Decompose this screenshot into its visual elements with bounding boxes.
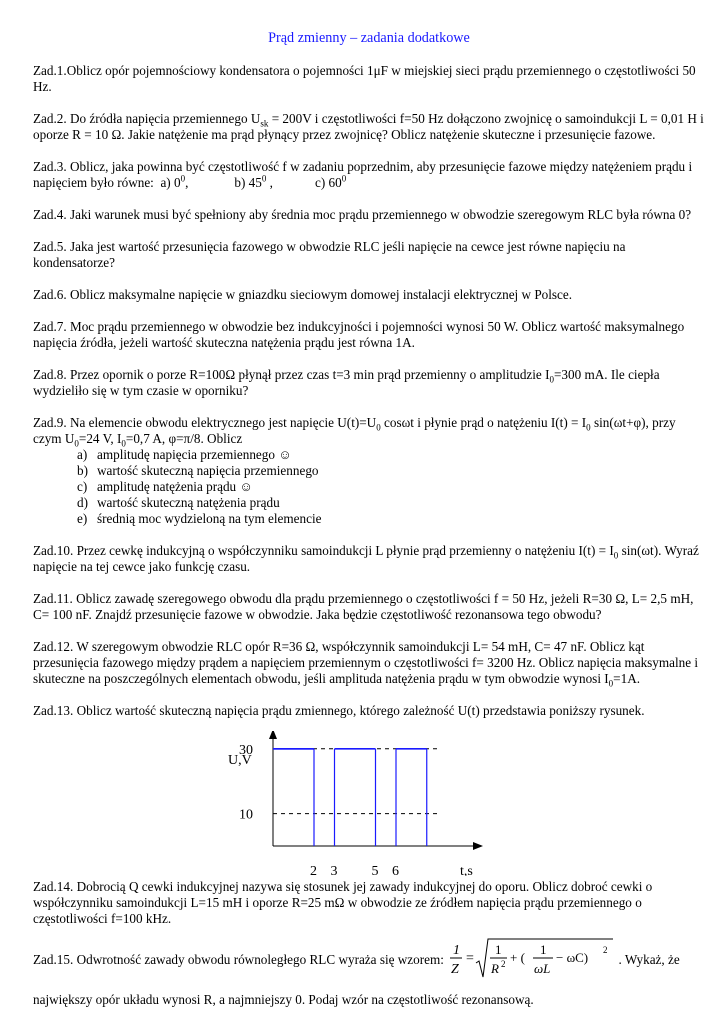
list-item: e) średnią moc wydzieloną na tym elemencie bbox=[77, 511, 322, 526]
list-item: c) amplitudę natężenia prądu ☺ bbox=[77, 479, 253, 494]
list-item: b) wartość skuteczną napięcia przemiennego bbox=[77, 463, 319, 478]
svg-text:1: 1 bbox=[495, 942, 502, 957]
x-tick-label: 3 bbox=[330, 864, 338, 876]
task-1: Zad.1.Oblicz opór pojemnościowy kondensatora o pojemności 1μF w miejskiej sieci prądu przemiennego o częstotliwości 50 Hz. bbox=[33, 63, 696, 94]
task-5: Zad.5. Jaka jest wartość przesunięcia fazowego w obwodzie RLC jeśli napięcie na cewce jest równe napięciu na kondensatorze? bbox=[33, 239, 626, 270]
voltage-chart-svg bbox=[33, 731, 705, 876]
svg-text:− ωC): − ωC) bbox=[556, 950, 589, 965]
svg-text:1: 1 bbox=[540, 942, 547, 957]
svg-text:Z: Z bbox=[451, 962, 459, 977]
svg-text:+ (: + ( bbox=[510, 950, 526, 965]
svg-text:1: 1 bbox=[453, 943, 461, 958]
x-tick-label: 6 bbox=[392, 864, 399, 876]
x-axis-label: t,s bbox=[460, 864, 473, 876]
task-14: Zad.14. Dobrocią Q cewki indukcyjnej nazywa się stosunek jej zawady indukcyjnej do oporu. Oblicz dobroć cewki o współczynniku samoindukcji L=15 mH i oporze R=25 mΩ w obwodzie ze źródłem napięcia prądu przemiennego o częstotliwości f=100 kHz. bbox=[33, 879, 653, 926]
y-tick-label: 10 bbox=[239, 807, 253, 823]
task-6: Zad.6. Oblicz maksymalne napięcie w gniazdku sieciowym domowej instalacji elektrycznej w Polsce. bbox=[33, 287, 573, 302]
list-item: a) amplitudę napięcia przemiennego ☺ bbox=[77, 447, 292, 462]
task-13: Zad.13. Oblicz wartość skuteczną napięcia prądu zmiennego, którego zależność U(t) przedstawia poniższy rysunek. bbox=[33, 703, 645, 718]
voltage-chart bbox=[33, 731, 705, 876]
page-title: Prąd zmienny – zadania dodatkowe bbox=[268, 30, 470, 46]
svg-text:2: 2 bbox=[603, 945, 608, 955]
task-4: Zad.4. Jaki warunek musi być spełniony aby średnia moc prądu przemiennego w obwodzie szeregowym RLC była równa 0? bbox=[33, 207, 692, 222]
task-15: Zad.15. Odwrotność zawady obwodu równoległego RLC wyraża się wzorem: 1 Z = 1 R 2 + ( 1 ωL − ωC) 2 . Wykaż, że największy opór układu wynosi R, a najmniejszy 0. Podaj wzór na częstotliwość rezonansową. bbox=[33, 937, 705, 1008]
task-3: Zad.3. Oblicz, jaka powinna być częstotliwość f w zadaniu poprzednim, aby przesunięcie fazowe między natężeniem prądu i napięciem było równe: a) $0^0$, b) $45^0$ , c) $60^0$ bbox=[33, 159, 693, 190]
x-tick-label: 2 bbox=[310, 864, 317, 876]
document-page bbox=[33, 30, 705, 1008]
x-axis-arrow bbox=[473, 842, 483, 850]
task-9-list bbox=[33, 447, 705, 527]
y-axis-label: U,V bbox=[228, 753, 252, 768]
svg-text:2: 2 bbox=[501, 959, 506, 969]
impedance-formula bbox=[447, 937, 615, 985]
task-10: Zad.10. Przez cewkę indukcyjną o współczynniku samoindukcji L płynie prąd przemienny o natężeniu $I(t) = I_0$ sin(ωt). Wyraź napięcie na tej cewce jako funkcję czasu. bbox=[33, 543, 699, 574]
y-axis-arrow bbox=[269, 731, 277, 739]
task-8: Zad.8. Przez opornik o porze R=100Ω płynął przez czas t=3 min prąd przemienny o amplitudzie $I_0=300$ mA. Ile ciepła wydzieliło się w tym czasie w oporniku? bbox=[33, 367, 660, 398]
impedance-formula-svg bbox=[447, 937, 615, 981]
svg-text:R: R bbox=[491, 961, 500, 976]
svg-text:=: = bbox=[466, 951, 475, 966]
svg-text:ωL: ωL bbox=[534, 961, 551, 976]
task-7: Zad.7. Moc prądu przemiennego w obwodzie bez indukcyjności i pojemności wynosi 50 W. Oblicz wartość maksymalnego napięcia źródła, jeżeli wartość skuteczna natężenia prądu jest równa 1A. bbox=[33, 319, 685, 350]
task-2: Zad.2. Do źródła napięcia przemiennego $U_{sk} = 200V$ i częstotliwości f=50 Hz dołączono zwojnicę o samoindukcji L = 0,01 H i oporze R = 10 Ω. Jakie natężenie ma prąd płynący przez zwojnicę? Oblicz natężenie skuteczne i przesunięcie fazowe. bbox=[33, 111, 704, 142]
task-11: Zad.11. Oblicz zawadę szeregowego obwodu dla prądu przemiennego o częstotliwości f = 50 Hz, jeżeli R=30 Ω, L= 2,5 mH, C= 100 nF. Znajdź przesunięcie fazowe w obwodzie. Jaka będzie częstotliwość rezonansowa tego obwodu? bbox=[33, 591, 694, 622]
list-item: d) wartość skuteczną natężenia prądu bbox=[77, 495, 280, 510]
x-tick-label: 5 bbox=[371, 864, 379, 876]
task-9: Zad.9. Na elemencie obwodu elektrycznego jest napięcie $U(t)=U_0$ cosωt i płynie prąd o natężeniu $I(t) = I_0$ sin(ωt+φ), przy czym $U_0=24$ V, $I_0=0,7$ A, φ=π/8. Oblicz a) amplitudę napięcia przemiennego ☺ b) wartość skuteczną napięcia przemiennego c) amplitudę natężenia prądu ☺ d) wartość skuteczną natężenia prądu e) średnią moc wydzieloną na tym elemencie bbox=[33, 415, 705, 527]
y-tick-label: 30 bbox=[239, 742, 253, 758]
task-12: Zad.12. W szeregowym obwodzie RLC opór R=36 Ω, współczynnik samoindukcji L= 54 mH, C= 47 nF. Oblicz kąt przesunięcia fazowego między prądem a napięciem przemiennym o częstotliwości f= 3200 Hz. Oblicz napięcia maksymalne i skuteczne na poszczególnych elementach obwodu, jeśli amplituda natężenia prądu w tym obwodzie wynosi $I_0=1A$. bbox=[33, 639, 699, 689]
